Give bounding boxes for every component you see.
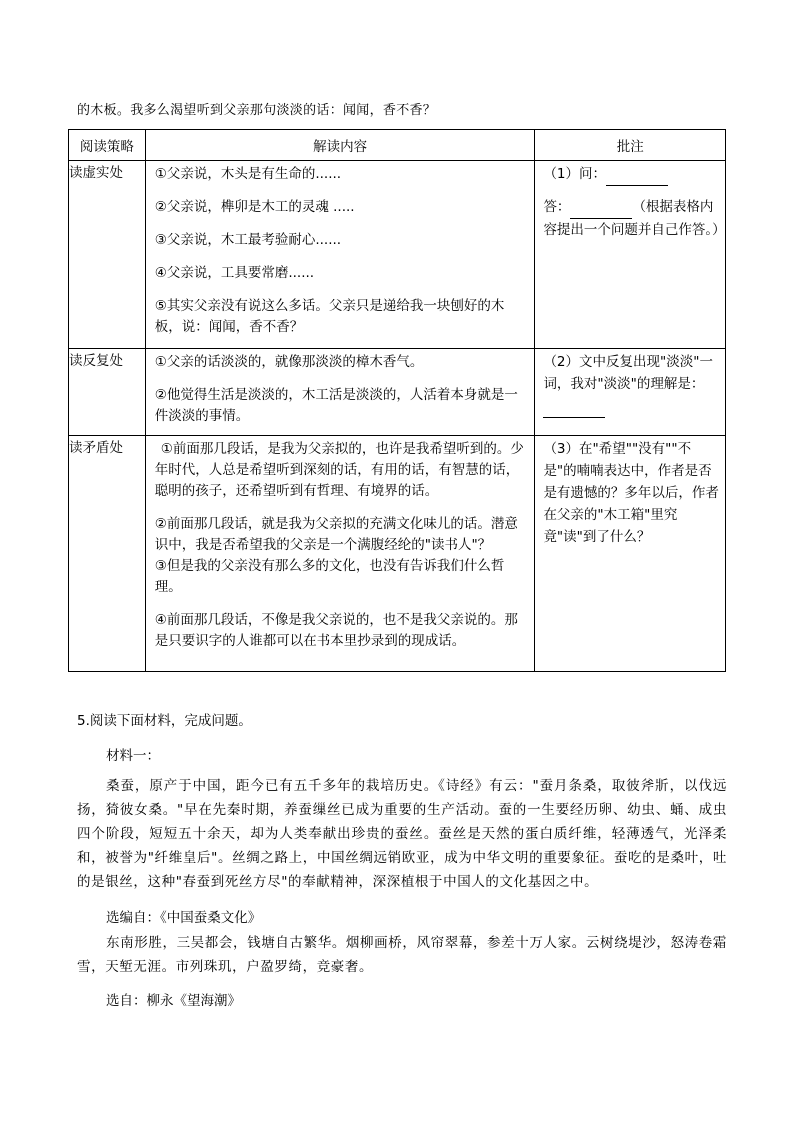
table-row bbox=[69, 161, 726, 349]
content-line: ⑤其实父亲没有说这么多话。父亲只是递给我一块刨好的木板，说：闻闻，香不香？ bbox=[154, 298, 505, 335]
content-line: ③父亲说，木工最考验耐心...... bbox=[154, 232, 342, 248]
note-cell bbox=[535, 161, 726, 349]
content-line: ①父亲说，木头是有生命的...... bbox=[154, 166, 342, 182]
content-line: ②他觉得生活是淡淡的，木工活是淡淡的，人活着本身就是一件淡淡的事情。 bbox=[154, 387, 518, 424]
material2-text: 东南形胜，三吴都会，钱塘自古繁华。烟柳画桥，风帘翠幕，参差十万人家。云树绕堤沙，怒涛卷霜雪，天堑无涯。市列珠玑，户盈罗绮，竞豪奢。 bbox=[77, 935, 727, 975]
strategy-cell: 读反复处 bbox=[69, 349, 146, 436]
table-row bbox=[69, 436, 726, 672]
header-note: 批注 bbox=[535, 130, 726, 161]
strategy-cell: 读矛盾处 bbox=[69, 436, 146, 672]
note-cell bbox=[535, 436, 726, 672]
header-strategy: 阅读策略 bbox=[69, 130, 146, 161]
question-title: 5.阅读下面材料，完成问题。 bbox=[77, 713, 252, 729]
content-cell bbox=[145, 436, 535, 672]
source2: 选自：柳永《望海潮》 bbox=[106, 993, 241, 1009]
strategy-cell: 读虚实处 bbox=[69, 161, 146, 349]
content-cell bbox=[145, 161, 535, 349]
material1-text: 桑蚕，原产于中国，距今已有五千多年的栽培历史。《诗经》有云："蚕月条桑，取彼斧斨，以伐远扬，猗彼女桑。"早在先秦时期，养蚕缫丝已成为重要的生产活动。蚕的一生要经历卵、幼虫、蛹、成虫四个阶段，短短五十余天，却为人类奉献出珍贵的蚕丝。蚕丝是天然的蛋白质纤维，轻薄透气，光泽柔和，被誉为"纤维皇后"。丝绸之路上，中国丝绸远销欧亚，成为中华文明的重要象征。蚕吃的是桑叶，吐的是银丝，这种"春蚕到死丝方尽"的奉献精神，深深植根于中国人的文化基因之中。 bbox=[77, 778, 727, 890]
content-cell bbox=[145, 349, 535, 436]
content-line: ①父亲的话淡淡的，就像那淡淡的樟木香气。 bbox=[154, 354, 424, 370]
source1: 选编自：《中国蚕桑文化》 bbox=[106, 910, 262, 926]
header-content: 解读内容 bbox=[145, 130, 535, 161]
reading-strategy-table bbox=[68, 129, 726, 672]
note-question: （1）问： bbox=[535, 163, 725, 186]
material1-label: 材料一： bbox=[106, 748, 160, 764]
note-cell bbox=[535, 349, 726, 436]
content-line: ④前面那几段话，不像是我父亲说的，也不是我父亲说的。那是只要识字的人谁都可以在书本里抄录到的现成话。 bbox=[154, 612, 518, 649]
content-line: ③但是我的父亲没有那么多的文化，也没有告诉我们什么哲理。 bbox=[154, 558, 505, 595]
content-line: ④父亲说，工具要常磨...... bbox=[154, 265, 315, 281]
table-header-row bbox=[69, 130, 726, 161]
note-text: （2）文中反复出现"淡淡"一词，我对"淡淡"的理解是： bbox=[535, 351, 725, 418]
intro-line: 的木板。我多么渴望听到父亲那句淡淡的话：闻闻，香不香？ bbox=[77, 103, 437, 118]
table-row bbox=[69, 349, 726, 436]
content-line: ①前面那几段话，是我为父亲拟的，也许是我希望听到的。少年时代，人总是希望听到深刻的话，有用的话，有智慧的话，聪明的孩子，还希望听到有哲理、有境界的话。 bbox=[154, 441, 524, 499]
note-answer: 答： （根据表格内容提出一个问题并自己作答。） bbox=[535, 196, 725, 241]
note-text: （3）在"希望""没有""不是"的喃喃表达中，作者是否是有遗憾的？多年以后，作者在父亲的"木工箱"里究竟"读"到了什么？ bbox=[543, 441, 719, 545]
content-line: ②父亲说，榫卯是木工的灵魂 ..... bbox=[154, 199, 355, 215]
content-line: ②前面那几段话，就是我为父亲拟的充满文化味儿的话。潜意识中，我是否希望我的父亲是一个满腹经纶的"读书人"？ bbox=[154, 516, 518, 553]
